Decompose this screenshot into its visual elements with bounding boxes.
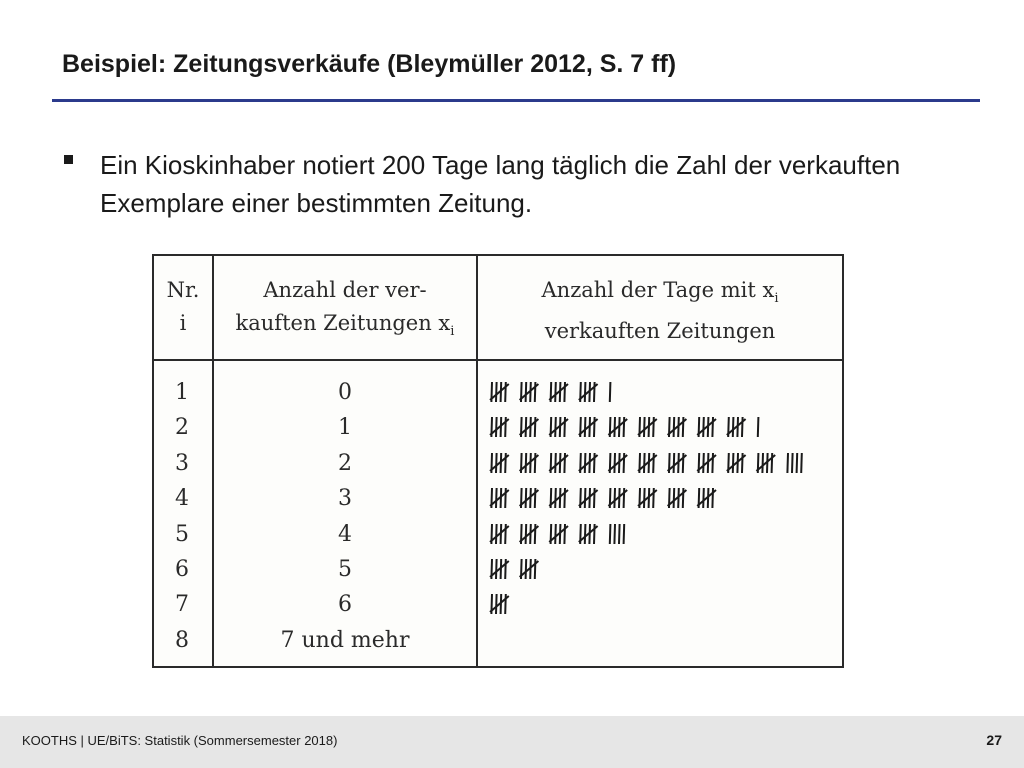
tally-stroke bbox=[792, 453, 793, 473]
tally-stroke bbox=[594, 453, 595, 473]
tally-stroke bbox=[585, 417, 586, 437]
row-sold-count: 7 und mehr bbox=[280, 627, 410, 653]
tally-stroke bbox=[644, 417, 645, 437]
header-anzahl bbox=[214, 274, 476, 348]
row-tally-marks bbox=[490, 557, 830, 585]
tally-stroke bbox=[496, 524, 497, 544]
tally-svg bbox=[490, 522, 830, 550]
tally-stroke bbox=[703, 488, 704, 508]
tally-stroke bbox=[496, 488, 497, 508]
tally-stroke bbox=[505, 453, 506, 473]
tally-stroke bbox=[797, 453, 798, 473]
tally-stroke bbox=[703, 417, 704, 437]
header-tage-subscript: i bbox=[774, 291, 779, 307]
tally-stroke bbox=[624, 524, 625, 544]
slide-title: Beispiel: Zeitungsverkäufe (Bleymüller 2012, S. 7 ff) bbox=[62, 50, 677, 78]
tally-stroke bbox=[644, 453, 645, 473]
tally-stroke bbox=[585, 453, 586, 473]
tally-svg bbox=[490, 628, 830, 656]
row-sold-count: 0 bbox=[338, 380, 352, 405]
tally-stroke bbox=[526, 488, 527, 508]
tally-stroke bbox=[762, 453, 763, 473]
tally-svg bbox=[490, 451, 830, 479]
tally-stroke bbox=[505, 524, 506, 544]
tally-stroke bbox=[594, 417, 595, 437]
tally-stroke bbox=[653, 417, 654, 437]
tally-stroke bbox=[610, 382, 611, 402]
tally-stroke bbox=[733, 453, 734, 473]
row-nr: 2 bbox=[175, 415, 189, 441]
tally-stroke bbox=[644, 488, 645, 508]
row-nr: 3 bbox=[175, 450, 189, 476]
tally-stroke bbox=[535, 453, 536, 473]
tally-stroke bbox=[683, 417, 684, 437]
tally-stroke bbox=[614, 524, 615, 544]
tally-stroke bbox=[535, 559, 536, 579]
header-nr bbox=[154, 274, 212, 340]
tally-stroke bbox=[742, 453, 743, 473]
tally-stroke bbox=[683, 453, 684, 473]
tally-stroke bbox=[505, 594, 506, 614]
tally-stroke bbox=[614, 453, 615, 473]
header-anzahl-line1: Anzahl der ver- bbox=[263, 278, 427, 302]
tally-stroke bbox=[674, 453, 675, 473]
tally-svg bbox=[490, 592, 830, 620]
tally-stroke bbox=[742, 417, 743, 437]
tally-stroke bbox=[585, 488, 586, 508]
row-tally-marks bbox=[490, 522, 830, 550]
tally-stroke bbox=[505, 417, 506, 437]
tally-stroke bbox=[624, 453, 625, 473]
tally-stroke bbox=[535, 488, 536, 508]
tally-stroke bbox=[594, 382, 595, 402]
tally-stroke bbox=[526, 417, 527, 437]
header-tage-line1: Anzahl der Tage mit x bbox=[541, 278, 775, 302]
row-nr: 1 bbox=[175, 380, 189, 405]
row-tally-marks bbox=[490, 592, 830, 620]
tally-svg bbox=[490, 486, 830, 514]
tally-stroke bbox=[526, 453, 527, 473]
header-anzahl-line2-wrap bbox=[214, 307, 476, 348]
row-sold-count: 3 bbox=[338, 486, 352, 512]
tally-stroke bbox=[535, 382, 536, 402]
row-nr: 6 bbox=[175, 557, 189, 582]
tally-stroke bbox=[674, 488, 675, 508]
header-nr-line1: Nr. bbox=[166, 278, 200, 302]
tally-stroke bbox=[653, 453, 654, 473]
tally-stroke bbox=[564, 417, 565, 437]
tally-stroke bbox=[614, 417, 615, 437]
tally-stroke bbox=[496, 594, 497, 614]
tally-stroke bbox=[555, 453, 556, 473]
bullet-text: Ein Kioskinhaber notiert 200 Tage lang täglich die Zahl der verkauften Exemplare einer bestimmten Zeitung. bbox=[100, 150, 901, 218]
tally-stroke bbox=[758, 417, 759, 437]
tally-stroke bbox=[703, 453, 704, 473]
header-nr-line2: i bbox=[179, 311, 187, 335]
tally-stroke bbox=[505, 559, 506, 579]
tally-stroke bbox=[712, 417, 713, 437]
tally-stroke bbox=[674, 417, 675, 437]
tally-stroke bbox=[526, 382, 527, 402]
tally-stroke bbox=[496, 417, 497, 437]
tally-stroke bbox=[712, 453, 713, 473]
tally-stroke bbox=[535, 417, 536, 437]
title-underline bbox=[52, 99, 980, 102]
footer-text: KOOTHS | UE/BiTS: Statistik (Sommersemester 2018) bbox=[22, 733, 338, 748]
tally-stroke bbox=[535, 524, 536, 544]
row-tally-marks bbox=[490, 451, 830, 479]
tally-stroke bbox=[555, 524, 556, 544]
footer-bar bbox=[0, 716, 1024, 768]
tally-stroke bbox=[712, 488, 713, 508]
tally-stroke bbox=[614, 488, 615, 508]
tally-stroke bbox=[555, 382, 556, 402]
row-nr: 5 bbox=[175, 521, 189, 547]
header-anzahl-subscript: i bbox=[450, 324, 455, 340]
row-sold-count: 1 bbox=[338, 415, 352, 441]
tally-stroke bbox=[594, 488, 595, 508]
tally-stroke bbox=[555, 488, 556, 508]
tally-stroke bbox=[683, 488, 684, 508]
row-tally-marks bbox=[490, 415, 830, 443]
row-tally-marks bbox=[490, 380, 830, 408]
tally-stroke bbox=[526, 559, 527, 579]
row-sold-count: 6 bbox=[338, 592, 352, 618]
tally-stroke bbox=[564, 488, 565, 508]
tally-stroke bbox=[733, 417, 734, 437]
tally-stroke bbox=[594, 524, 595, 544]
header-divider bbox=[154, 359, 842, 361]
tally-stroke bbox=[505, 382, 506, 402]
row-sold-count: 5 bbox=[338, 557, 352, 582]
tally-stroke bbox=[555, 417, 556, 437]
header-tage-line2: verkauften Zeitungen bbox=[544, 319, 776, 344]
tally-stroke bbox=[585, 524, 586, 544]
row-nr: 7 bbox=[175, 592, 189, 618]
tally-stroke bbox=[772, 453, 773, 473]
tally-stroke bbox=[787, 453, 788, 473]
row-sold-count: 4 bbox=[338, 521, 352, 547]
tally-stroke bbox=[496, 382, 497, 402]
row-sold-count: 2 bbox=[338, 450, 352, 476]
header-anzahl-line2: kauften Zeitungen x bbox=[235, 311, 451, 335]
row-nr: 4 bbox=[175, 486, 189, 512]
tally-stroke bbox=[526, 524, 527, 544]
tally-stroke bbox=[653, 488, 654, 508]
tally-stroke bbox=[564, 524, 565, 544]
tally-stroke bbox=[496, 559, 497, 579]
row-nr: 8 bbox=[175, 627, 189, 653]
frequency-table bbox=[152, 254, 844, 668]
header-tage bbox=[478, 274, 842, 348]
tally-stroke bbox=[496, 453, 497, 473]
tally-stroke bbox=[564, 453, 565, 473]
bullet-point bbox=[64, 146, 924, 222]
bullet-square-icon bbox=[64, 155, 73, 164]
tally-stroke bbox=[505, 488, 506, 508]
page-number: 27 bbox=[986, 732, 1002, 748]
tally-svg bbox=[490, 415, 830, 443]
tally-stroke bbox=[624, 488, 625, 508]
header-tage-line1-wrap bbox=[478, 274, 842, 315]
tally-stroke bbox=[564, 382, 565, 402]
tally-svg bbox=[490, 380, 830, 408]
tally-stroke bbox=[585, 382, 586, 402]
tally-stroke bbox=[610, 524, 611, 544]
row-tally-marks bbox=[490, 486, 830, 514]
tally-svg bbox=[490, 557, 830, 585]
tally-stroke bbox=[624, 417, 625, 437]
tally-stroke bbox=[801, 453, 802, 473]
tally-stroke bbox=[619, 524, 620, 544]
row-tally-marks bbox=[490, 628, 830, 656]
